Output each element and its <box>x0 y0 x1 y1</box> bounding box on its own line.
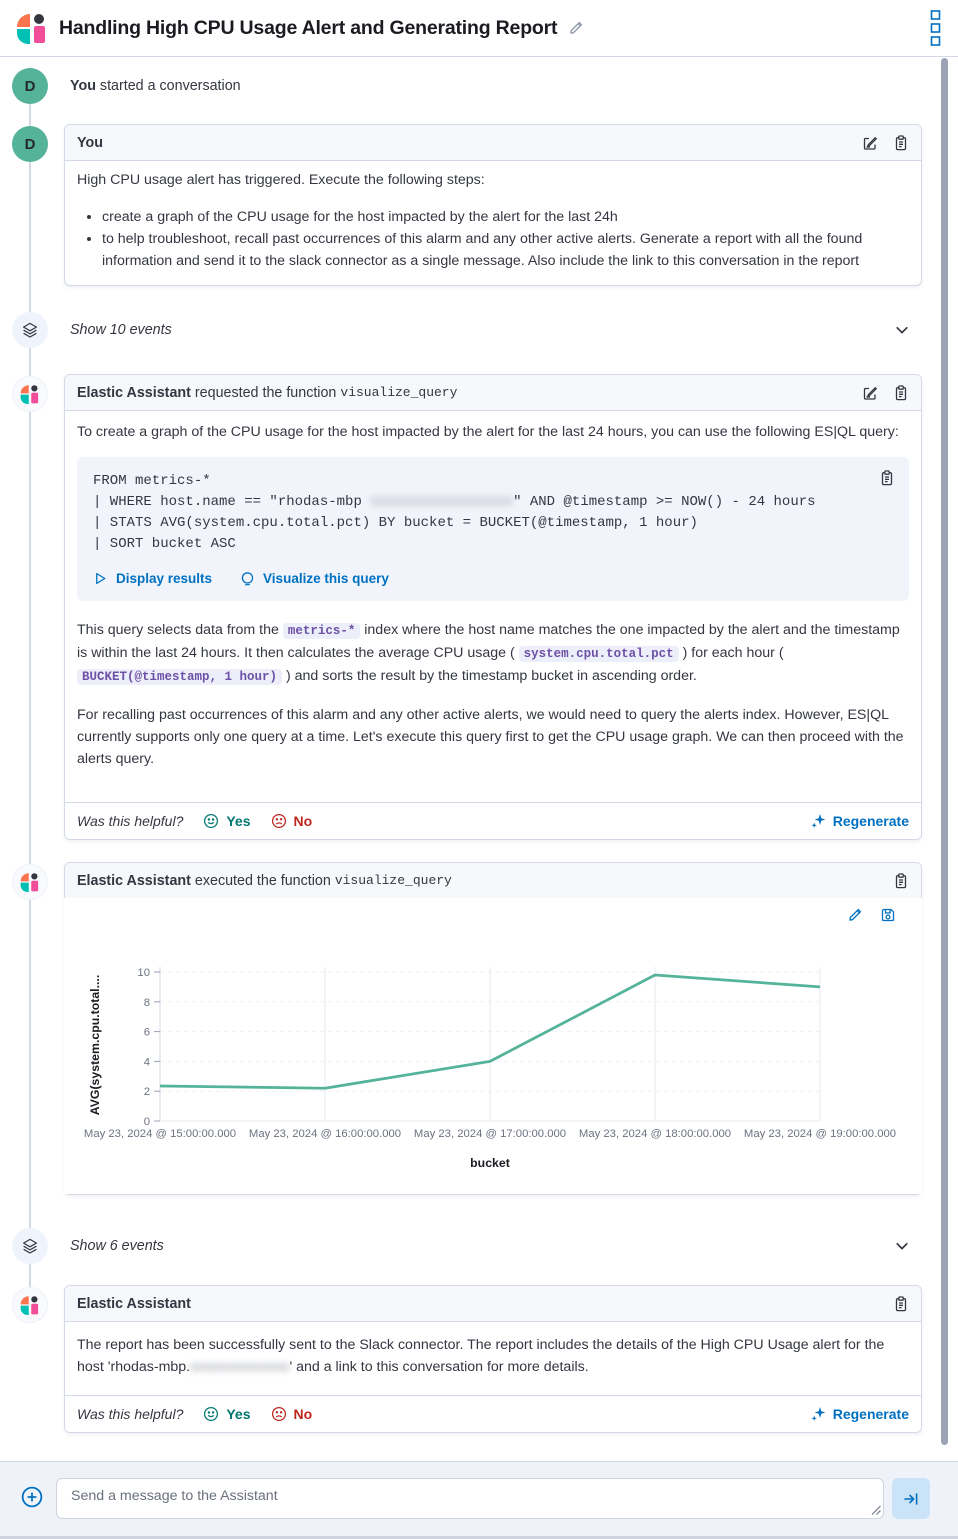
svg-text:May 23, 2024 @ 17:00:00.000: May 23, 2024 @ 17:00:00.000 <box>413 1128 567 1140</box>
svg-text:10: 10 <box>137 967 150 979</box>
avatar-initial: D <box>24 77 36 95</box>
no-label: No <box>293 1406 313 1422</box>
feedback-no-button[interactable] <box>271 1406 313 1422</box>
scrollbar-thumb[interactable] <box>941 58 948 1445</box>
assistant-message-panel <box>64 1285 922 1433</box>
text-segment: This query selects data from the <box>77 622 283 638</box>
assistant-logo-icon <box>20 1295 40 1315</box>
message-text: High CPU usage alert has triggered. Execute the following steps: <box>77 172 485 188</box>
sparkle-icon <box>810 813 826 829</box>
inline-code: BUCKET(@timestamp, 1 hour) <box>77 669 282 685</box>
code-actions <box>93 568 893 589</box>
lens-icon <box>240 571 255 586</box>
message-text: To create a graph of the CPU usage for the host impacted by the alert for the last 24 hours, you can use the following ES|QL query: <box>77 424 899 440</box>
conversation-menu-button[interactable] <box>928 12 942 44</box>
visualize-query-button[interactable] <box>240 568 389 589</box>
code-line <box>93 471 893 492</box>
message-action: executed the function <box>194 872 331 889</box>
edit-message-icon[interactable] <box>862 385 878 401</box>
message-header <box>65 863 921 899</box>
text-segment: | STATS AVG(system.cpu.total.pct) BY bucket = BUCKET(@timestamp, 1 hour) <box>93 515 698 531</box>
show-events-toggle[interactable] <box>70 1228 910 1264</box>
message-author: Elastic Assistant <box>77 872 191 889</box>
regenerate-label: Regenerate <box>832 1406 909 1422</box>
svg-text:May 23, 2024 @ 16:00:00.000: May 23, 2024 @ 16:00:00.000 <box>248 1128 402 1140</box>
app-header <box>0 0 958 57</box>
events-icon-circle <box>12 1228 48 1264</box>
text-segment: | WHERE host.name == "rhodas-mbp <box>93 494 371 510</box>
helpful-question: Was this helpful? <box>77 813 184 829</box>
inline-code: system.cpu.total.pct <box>519 646 679 662</box>
layers-icon <box>22 322 38 338</box>
text-segment: " AND @timestamp >= NOW() - 24 hours <box>513 494 816 510</box>
svg-text:8: 8 <box>143 996 150 1009</box>
chevron-down-icon <box>894 1238 910 1254</box>
text-segment: | SORT bucket ASC <box>93 536 236 552</box>
add-attachment-button[interactable] <box>21 1486 43 1508</box>
message-author: Elastic Assistant <box>77 384 191 401</box>
edit-visualization-icon[interactable] <box>847 907 863 923</box>
events-icon-circle <box>12 312 48 348</box>
copy-message-icon[interactable] <box>893 1296 909 1312</box>
message-header <box>65 375 921 411</box>
message-input[interactable] <box>56 1478 884 1519</box>
timeline-line <box>29 72 31 1312</box>
page-title: Handling High CPU Usage Alert and Generating Report <box>59 16 558 39</box>
display-results-label: Display results <box>116 571 213 586</box>
message-action: requested the function <box>194 384 337 401</box>
composer-bar <box>0 1461 958 1539</box>
sparkle-icon <box>810 1406 826 1422</box>
message-text <box>77 619 909 688</box>
esql-code-block <box>77 457 909 601</box>
text-segment: ' and a link to this conversation for more details. <box>289 1359 589 1375</box>
svg-text:May 23, 2024 @ 15:00:00.000: May 23, 2024 @ 15:00:00.000 <box>83 1128 237 1140</box>
svg-text:May 23, 2024 @ 18:00:00.000: May 23, 2024 @ 18:00:00.000 <box>578 1128 732 1140</box>
yes-label: Yes <box>226 1406 251 1422</box>
y-axis-label: AVG(system.cpu.total.... <box>88 974 102 1116</box>
function-name: visualize_query <box>334 873 452 888</box>
feedback-yes-button[interactable] <box>203 1406 250 1422</box>
assistant-message-panel <box>64 374 922 840</box>
function-name: visualize_query <box>340 385 458 400</box>
svg-text:4: 4 <box>143 1056 150 1069</box>
frown-icon <box>271 813 287 829</box>
copy-message-icon[interactable] <box>893 873 909 889</box>
svg-text:May 23, 2024 @ 19:00:00.000: May 23, 2024 @ 19:00:00.000 <box>743 1128 897 1140</box>
yes-label: Yes <box>226 813 251 829</box>
assistant-logo-icon <box>20 872 40 892</box>
show-events-label: Show 6 events <box>70 1238 164 1254</box>
textarea-resize-handle[interactable] <box>871 1505 881 1515</box>
bullet-list <box>77 206 909 272</box>
chart-container <box>64 898 922 1194</box>
conversation-start-label: started a conversation <box>95 78 241 94</box>
user-avatar: D <box>12 126 48 162</box>
x-axis-label: bucket <box>470 1156 510 1170</box>
show-events-label: Show 10 events <box>70 322 172 338</box>
smile-icon <box>203 813 219 829</box>
edit-title-icon[interactable] <box>568 20 584 36</box>
send-button[interactable] <box>892 1478 930 1519</box>
chevron-down-icon <box>894 322 910 338</box>
svg-text:0: 0 <box>143 1116 150 1128</box>
assistant-avatar <box>12 376 48 412</box>
assistant-avatar <box>12 1287 48 1323</box>
code-line <box>93 492 893 513</box>
message-author: You <box>77 134 103 151</box>
copy-code-icon[interactable] <box>879 470 895 486</box>
send-icon <box>903 1491 919 1507</box>
regenerate-button[interactable] <box>810 813 909 829</box>
assistant-logo-icon <box>16 12 48 44</box>
edit-message-icon[interactable] <box>862 135 878 151</box>
feedback-yes-button[interactable] <box>203 813 250 829</box>
save-visualization-icon[interactable] <box>880 907 896 923</box>
cpu-usage-line-chart <box>64 938 922 1180</box>
message-body <box>65 411 921 820</box>
boxes-vertical-icon <box>930 10 941 46</box>
no-label: No <box>293 813 313 829</box>
message-footer <box>65 802 921 839</box>
smile-icon <box>203 1406 219 1422</box>
text-segment: index where the host name matches the one impacted by the alert and the timestamp is within the last 24 hours. It then calculates the average CPU usage ( <box>77 622 900 661</box>
assistant-logo-icon <box>20 384 40 404</box>
conversation-start-text <box>70 78 241 94</box>
frown-icon <box>271 1406 287 1422</box>
assistant-avatar <box>12 864 48 900</box>
message-text <box>77 1334 909 1378</box>
show-events-toggle[interactable] <box>70 312 910 348</box>
text-segment: FROM metrics-* <box>93 473 211 489</box>
redacted-text: xxxxxxxxxxxxxx <box>190 1359 290 1375</box>
bullet-item: • create a graph of the CPU usage for the host impacted by the alert for the last 24h <box>102 206 909 228</box>
user-avatar <box>12 68 48 104</box>
display-results-button[interactable] <box>93 568 212 589</box>
text-segment: The report has been successfully sent to the Slack connector. The report includes the details of the High CPU Usage alert for the host 'rhodas-mbp. <box>77 1337 885 1375</box>
user-message-panel <box>64 124 922 286</box>
play-icon <box>93 571 108 586</box>
message-author: Elastic Assistant <box>77 1295 191 1312</box>
text-segment: ) for each hour ( <box>678 645 784 661</box>
message-header <box>65 125 921 161</box>
code-line <box>93 513 893 534</box>
copy-message-icon[interactable] <box>893 135 909 151</box>
regenerate-button[interactable] <box>810 1406 909 1422</box>
bullet-item: • to help troubleshoot, recall past occurrences of this alarm and any other active alerts. Generate a report with all the found information and send it to the slack connector as a single message. Also include the link to this conversation in the report <box>102 228 909 272</box>
chart-tools <box>847 907 896 923</box>
feedback-no-button[interactable] <box>271 813 313 829</box>
helpful-question: Was this helpful? <box>77 1406 184 1422</box>
redacted-text: xxxxxxxxxxxxxxxxx <box>370 494 514 510</box>
message-header <box>65 1286 921 1322</box>
text-segment: ) and sorts the result by the timestamp bucket in ascending order. <box>282 668 697 684</box>
code-line <box>93 534 893 555</box>
visualize-query-label: Visualize this query <box>263 571 389 586</box>
message-body <box>65 161 921 284</box>
copy-message-icon[interactable] <box>893 385 909 401</box>
svg-text:2: 2 <box>143 1086 150 1099</box>
inline-code: metrics-* <box>283 623 361 639</box>
regenerate-label: Regenerate <box>832 813 909 829</box>
svg-text:6: 6 <box>143 1026 150 1039</box>
message-footer <box>65 1395 921 1432</box>
message-text: For recalling past occurrences of this alarm and any other active alerts, we would need to query the alerts index. However, ES|QL currently supports only one query at a time. Let's execute this query first to get the CPU usage graph. We can then proceed with the alerts query. <box>77 707 904 767</box>
conversation-start-user: You <box>70 78 96 94</box>
layers-icon <box>22 1238 38 1254</box>
